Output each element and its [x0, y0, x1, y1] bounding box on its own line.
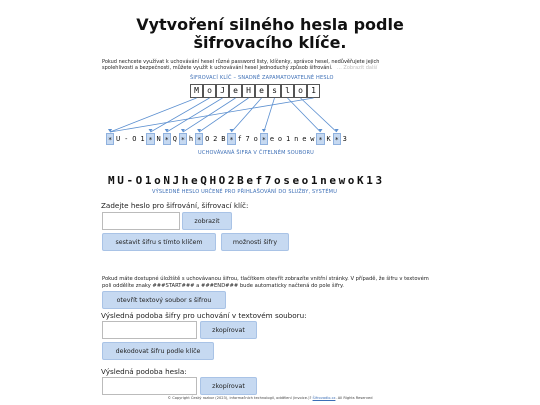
arrow-head [262, 129, 266, 132]
cipher-key-char: * [195, 133, 203, 145]
cipher-char: O [205, 135, 210, 143]
cipher-key-char: * [227, 133, 235, 145]
cipher-char: 1 [286, 135, 291, 143]
key-char-box: s [268, 84, 281, 98]
file-note: Pokud máte dostupné úložiště s uchovávanou šifrou, tlačítkem otevřít zobrazíte vnitřní stránky. V případě, že šifru v textovém poli oddělíte znaky ###START### a ###END### bude automaticky načtená do pole šifry. [102, 276, 429, 289]
key-char-box: l [281, 84, 294, 98]
mapping-arrow [110, 98, 196, 132]
cipher-key-char: * [260, 133, 268, 145]
cipher-char: o [277, 135, 283, 143]
key-char-box: e [255, 84, 268, 98]
cipher-char: K [326, 135, 331, 143]
cipher-char: O [132, 135, 137, 143]
show-more-link[interactable]: ... Zobrazit další [337, 65, 378, 72]
key-char-box: 1 [307, 84, 320, 98]
cipher-key-char: * [106, 133, 114, 145]
cipher-result-label: Výsledná podoba šifry pro uchování v textovém souboru: [101, 311, 307, 320]
cipher-key-char: * [163, 133, 171, 145]
page-title: Vytvoření silného hesla podle šifrovacího klíče. [136, 15, 404, 52]
cipher-char: f [237, 135, 242, 143]
footer [0, 396, 540, 400]
cipher-char: 1 [140, 135, 145, 143]
cipher-key-char: * [179, 133, 187, 145]
cipher-options-button[interactable]: možnosti šifry [221, 233, 289, 251]
cipher-char: n [294, 135, 299, 143]
final-caption: VÝSLEDNÉ HESLO URČENÉ PRO PŘIHLAŠOVÁNÍ DO SLUŽBY, SYSTÉMU [152, 189, 338, 195]
cipher-char: 7 [245, 135, 250, 143]
cipher-char: - [124, 135, 129, 143]
key-char-box: H [242, 84, 255, 98]
cipher-char: U [116, 135, 121, 143]
final-password: MU-O1oNJheQHO2Bef7oseo1newoK13 [108, 174, 385, 187]
key-char-box: o [294, 84, 307, 98]
key-char-box: e [229, 84, 242, 98]
mapping-arrow [301, 98, 337, 132]
intro-paragraph: Pokud nechcete využívat k uchovávání hesel různé password listy, klíčenky, správce hesel, nedůvěřujete jejich spolehlivosti a bezpečnosti, můžete využít k uchovávání hesel jednoduchý způsob šifrování. [102, 59, 380, 72]
password-input[interactable] [102, 212, 180, 230]
cipher-char: B [221, 135, 226, 143]
cipher-row [106, 133, 349, 145]
cipher-caption: UCHOVÁVANÁ ŠIFRA V ČITELNÉM SOUBORU [198, 150, 314, 156]
password-label: Zadejte heslo pro šifrování, šifrovací klíč: [101, 201, 249, 210]
cipher-key-char: * [333, 133, 341, 145]
mapping-arrow [199, 98, 248, 132]
copy-password-button[interactable]: zkopírovat [200, 377, 257, 395]
mapping-arrow [183, 98, 236, 132]
mapping-arrow [264, 98, 275, 132]
key-char-box: M [190, 84, 203, 98]
cipher-result-input[interactable] [102, 321, 197, 339]
copy-cipher-button[interactable]: zkopírovat [200, 321, 257, 339]
key-char-box: o [203, 84, 216, 98]
open-file-button[interactable]: otevřít textový soubor s šifrou [102, 291, 226, 309]
show-button[interactable]: zobrazit [182, 212, 232, 230]
cipher-char: o [253, 135, 258, 143]
cipher-key-char: * [146, 133, 154, 145]
build-cipher-button[interactable]: sestavit šifru s tímto klíčem [102, 233, 216, 251]
key-caption: ŠIFROVACÍ KLÍČ – SNADNĚ ZAPAMATOVATELNÉ HESLO [190, 75, 334, 81]
mapping-arrow [151, 98, 210, 132]
cipher-char: N [156, 135, 161, 143]
key-char-box: J [216, 84, 229, 98]
footer-rights: . All Rights Reserved [335, 396, 373, 400]
cipher-char: e [269, 135, 275, 143]
password-result-input[interactable] [102, 377, 197, 395]
footer-link[interactable]: Šifrovadlo.cz [312, 396, 336, 400]
decode-cipher-button[interactable]: dekodovat šifru podle klíče [102, 342, 214, 360]
mapping-arrow [110, 98, 313, 132]
footer-copyright: © Copyright Český rozbor (2023), informačních technologií, oddělení (invoice.)? [167, 396, 312, 400]
cipher-key-char: * [316, 133, 324, 145]
cipher-char: 2 [213, 135, 218, 143]
cipher-char: Q [172, 135, 177, 143]
mapping-arrow [288, 98, 321, 132]
cipher-char: w [310, 135, 315, 143]
arrow-head [197, 129, 201, 132]
cipher-char: 3 [342, 135, 347, 143]
cipher-char: e [302, 135, 307, 143]
cipher-char: h [188, 135, 194, 143]
mapping-arrow [231, 98, 261, 132]
password-result-label: Výsledná podoba hesla: [101, 367, 187, 376]
